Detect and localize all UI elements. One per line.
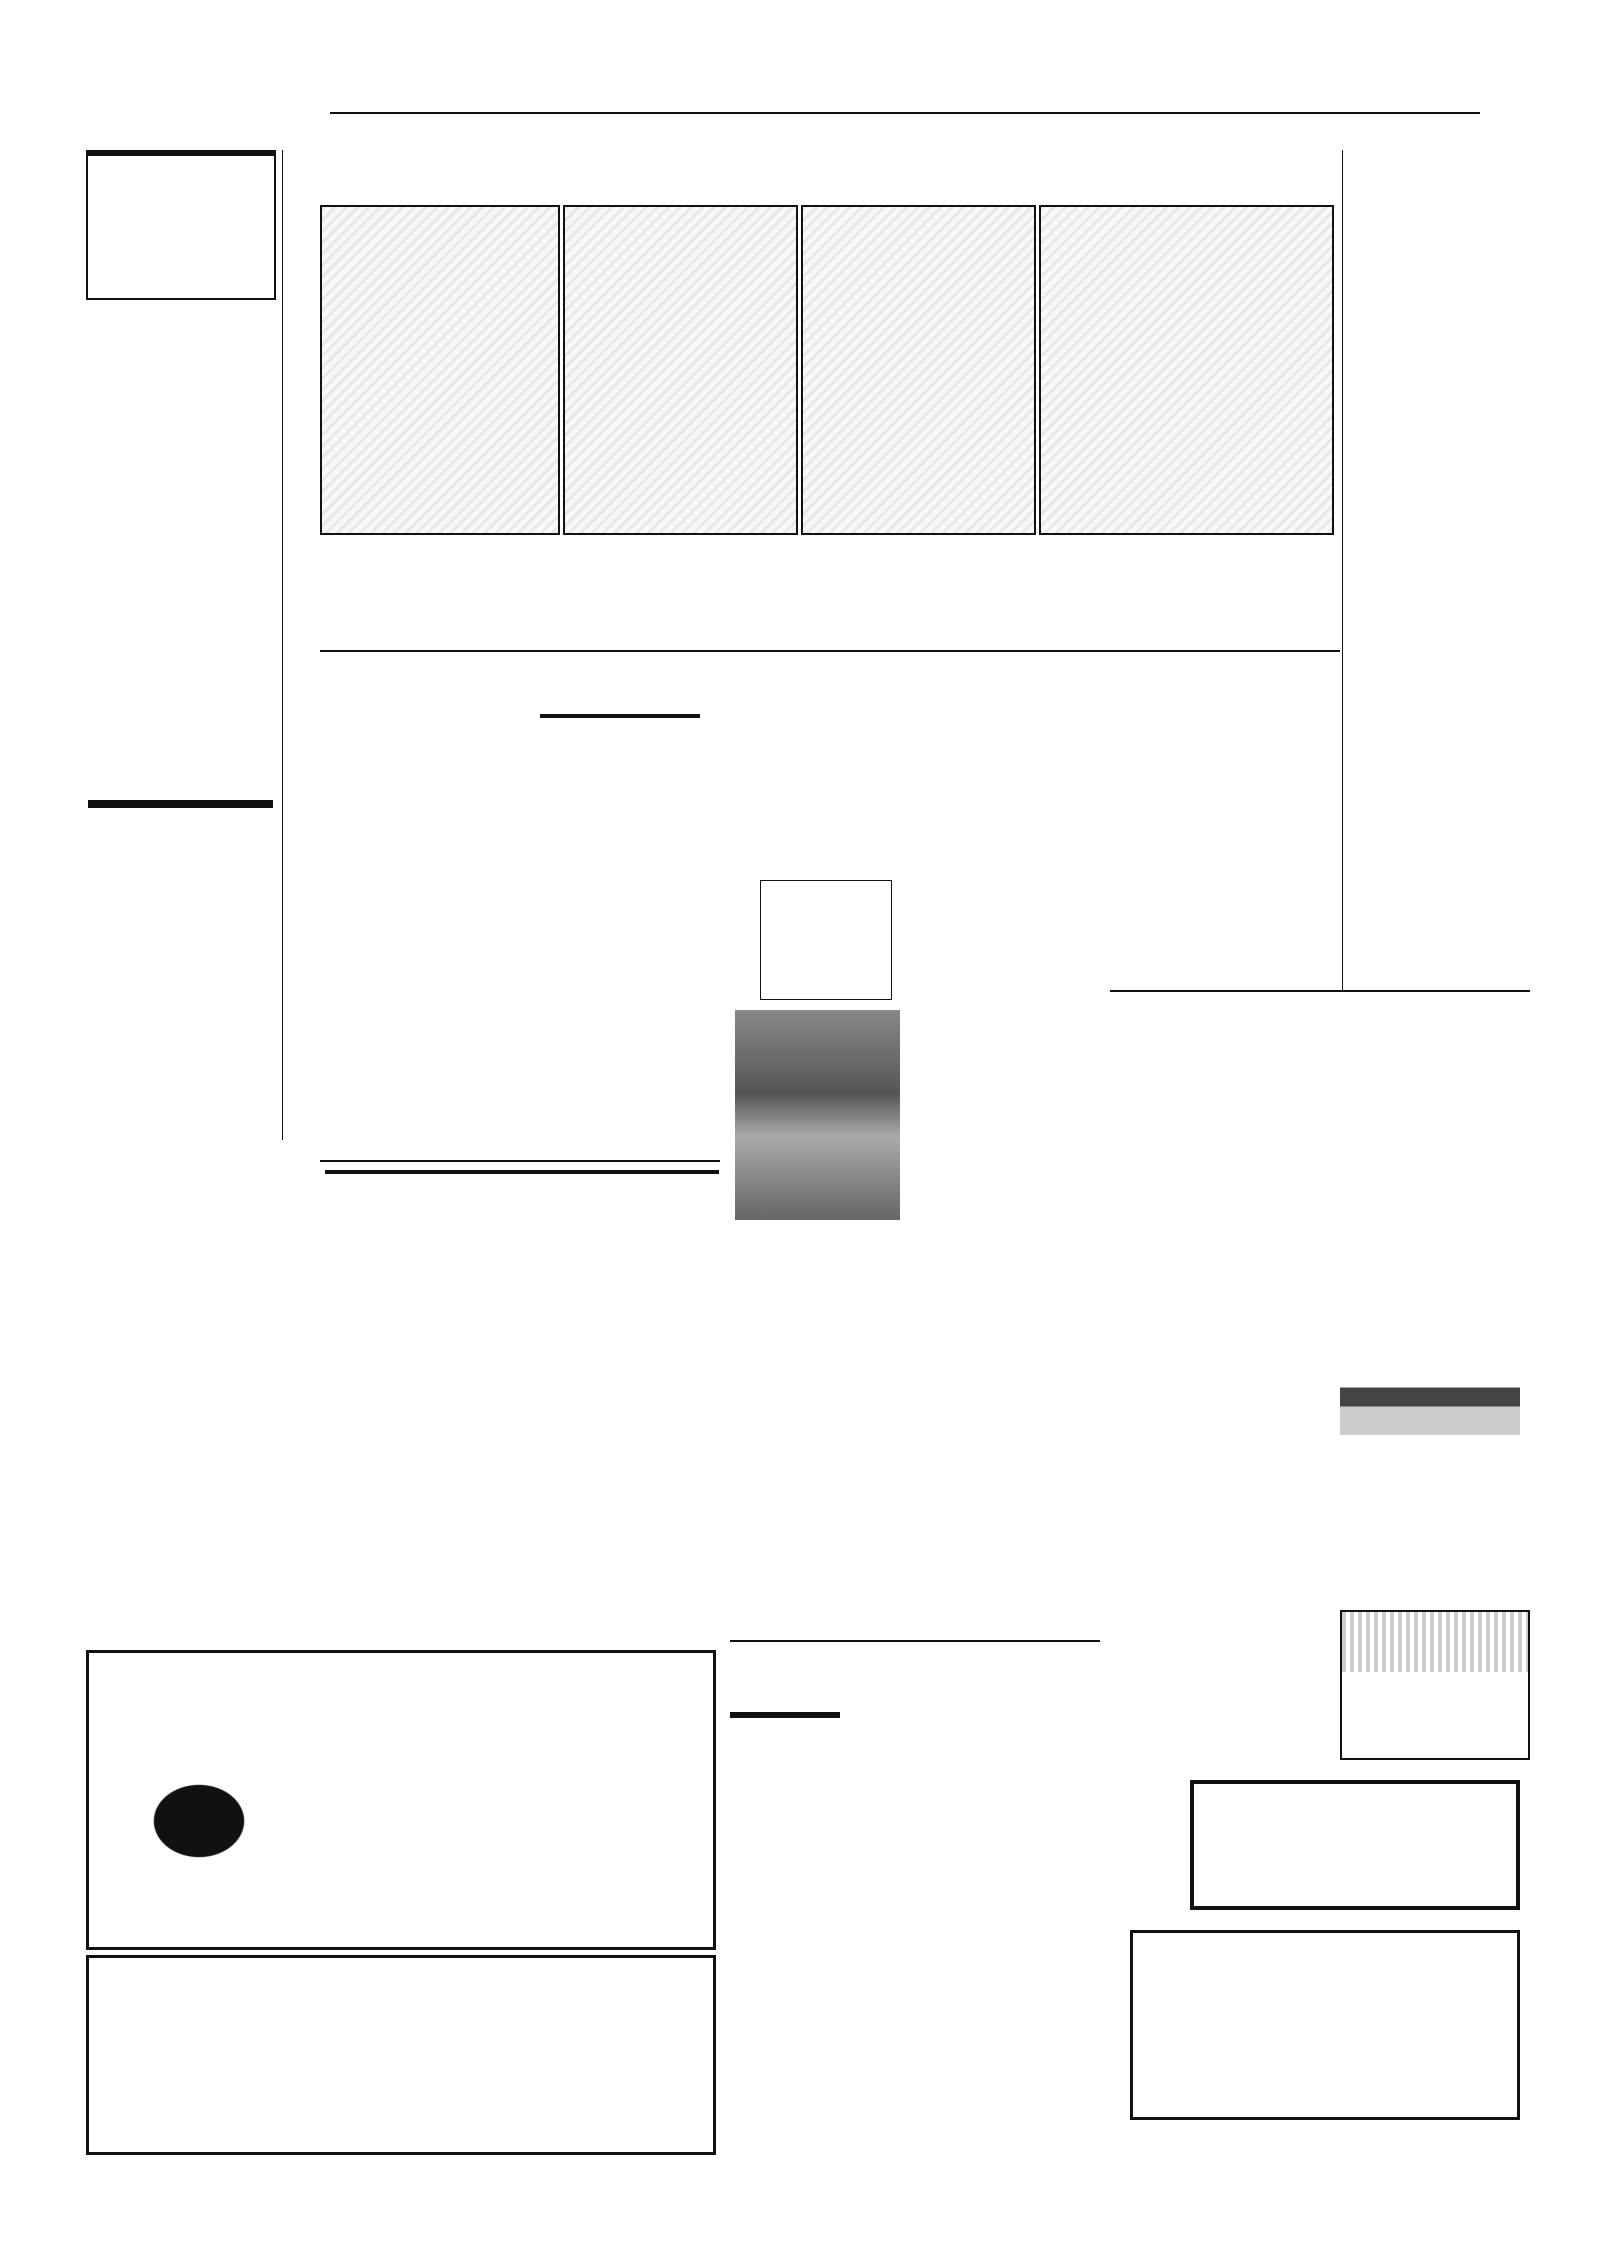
paroikiakon-addr1	[1150, 1174, 1530, 1188]
ship-dep	[1340, 1554, 1530, 1568]
social-sub3	[1350, 384, 1530, 398]
comic-panel-4	[1039, 205, 1334, 535]
trojan-tag	[88, 800, 273, 808]
today-entry2-text	[86, 494, 276, 684]
watergate-col1	[540, 744, 710, 920]
denmark-col1b	[730, 1886, 910, 2106]
social-text1	[1350, 220, 1530, 350]
sfyri-photo	[735, 1010, 900, 1220]
denmark-col2c	[918, 1900, 1100, 1984]
comic-caption-4	[926, 540, 1121, 630]
theamata-sub	[1350, 690, 1530, 704]
comic-panel-2	[563, 205, 798, 535]
hanged-text	[320, 770, 530, 930]
ship-text1	[1340, 1440, 1530, 1496]
athens-tag	[325, 1170, 719, 1174]
watergate-col3	[905, 744, 1095, 976]
col-rule	[282, 150, 283, 1140]
social-sub1	[1350, 186, 1530, 216]
sfyri-box	[760, 880, 892, 1000]
social-sub2	[1350, 356, 1530, 370]
denmark-col2d	[918, 1988, 1100, 2128]
comic-panel-1	[320, 205, 560, 535]
ship-a3	[1380, 1540, 1530, 1554]
prosforai-text1	[1110, 1340, 1330, 1550]
paroikiakon-text2	[1120, 1218, 1530, 1262]
sassoon-figure	[1342, 1612, 1528, 1672]
today-entry1-date	[86, 400, 276, 416]
ad-santa-maria	[86, 1955, 716, 2155]
paroikiakon-rule	[1110, 990, 1530, 992]
ad-casino	[1190, 1780, 1520, 1910]
trojan-text5	[86, 1512, 276, 1642]
trojan-text2	[86, 1128, 276, 1250]
theamata-sub2	[1350, 758, 1530, 772]
calendar-saints	[86, 304, 276, 340]
today-entry1-text	[86, 416, 276, 474]
calendar-sun	[86, 340, 276, 356]
paroikiakon-sign2	[1240, 1278, 1530, 1292]
athens-col1c	[320, 1468, 510, 1618]
trojan-text3	[86, 1252, 276, 1490]
calendar-box	[86, 150, 276, 300]
athens-col2e	[520, 1474, 720, 1544]
social-stars	[1350, 342, 1530, 356]
comic-caption-2	[522, 540, 717, 630]
ad-dennis	[1130, 1930, 1520, 2120]
comic-panel-3	[801, 205, 1036, 535]
ad-crazy-horse	[86, 1650, 716, 1950]
theamata-stars	[1350, 742, 1530, 756]
theamata-text2	[1350, 776, 1530, 876]
ship-a1	[1380, 1512, 1530, 1526]
today-quote	[86, 700, 276, 746]
paroikiakon-addr3	[1150, 1202, 1530, 1216]
ship-d2	[1380, 1582, 1530, 1596]
persians-text	[905, 1410, 1095, 1470]
social-text2	[1350, 412, 1530, 552]
paroikiakon-addr2	[1150, 1188, 1530, 1202]
persians-text2	[905, 1472, 1095, 1528]
denmark-col2b	[918, 1786, 1100, 1896]
social-text3	[1350, 556, 1530, 586]
watergate-col1b	[540, 924, 710, 1100]
athens-col2f	[520, 1546, 720, 1632]
athens-col2	[520, 1288, 720, 1368]
trojan-text1	[86, 952, 276, 1126]
calendar-stars	[86, 356, 276, 372]
watergate-tag	[540, 714, 700, 718]
comic-caption-3	[724, 540, 919, 630]
comic-caption-1	[320, 540, 515, 630]
today-title	[86, 380, 276, 396]
paroikiakon-sign1	[1240, 1264, 1530, 1278]
athens-col1b	[320, 1356, 510, 1466]
ship-arr	[1340, 1498, 1530, 1512]
prosforai-text4	[1110, 1680, 1330, 1740]
trojan-text4	[86, 1492, 276, 1510]
athens-rule	[320, 1160, 720, 1162]
denmark-tag	[730, 1712, 840, 1718]
belgrade-text	[1110, 728, 1340, 918]
sfyri-title	[761, 881, 891, 889]
ship-d1	[1380, 1568, 1530, 1582]
mid-rule	[320, 650, 1340, 652]
social-text4	[1350, 588, 1530, 658]
comic-caption-5	[1128, 540, 1333, 630]
hanged-text2	[320, 932, 530, 1092]
watergate-col3c	[905, 1134, 1095, 1314]
denmark-rule	[730, 1640, 1100, 1642]
today-entry2-date	[86, 478, 276, 494]
paroikiakon-text	[1120, 1112, 1530, 1172]
ad-sassoon	[1340, 1610, 1530, 1760]
athens-col1	[320, 1288, 510, 1354]
col-rule-right	[1342, 150, 1343, 990]
athens-col2d	[520, 1444, 720, 1472]
athens-col2b	[520, 1372, 720, 1386]
prosforai-text3	[1110, 1620, 1330, 1680]
ship-a2	[1380, 1526, 1530, 1540]
prosforai-text2	[1110, 1560, 1330, 1620]
athens-col2c	[520, 1390, 720, 1442]
theamata-text1	[1350, 706, 1530, 736]
denmark-col1	[730, 1742, 910, 1882]
horse-icon	[109, 1749, 289, 1869]
watergate-col3b	[905, 980, 1095, 1130]
persians-text3	[905, 1530, 1095, 1560]
sfyri-caption	[735, 1224, 900, 1374]
ship-icon	[1340, 1340, 1520, 1435]
calendar-label	[88, 152, 274, 156]
top-rule	[330, 112, 1480, 114]
hanged-text3	[320, 1094, 530, 1150]
denmark-col2	[918, 1712, 1100, 1782]
watergate-col2	[720, 744, 890, 798]
